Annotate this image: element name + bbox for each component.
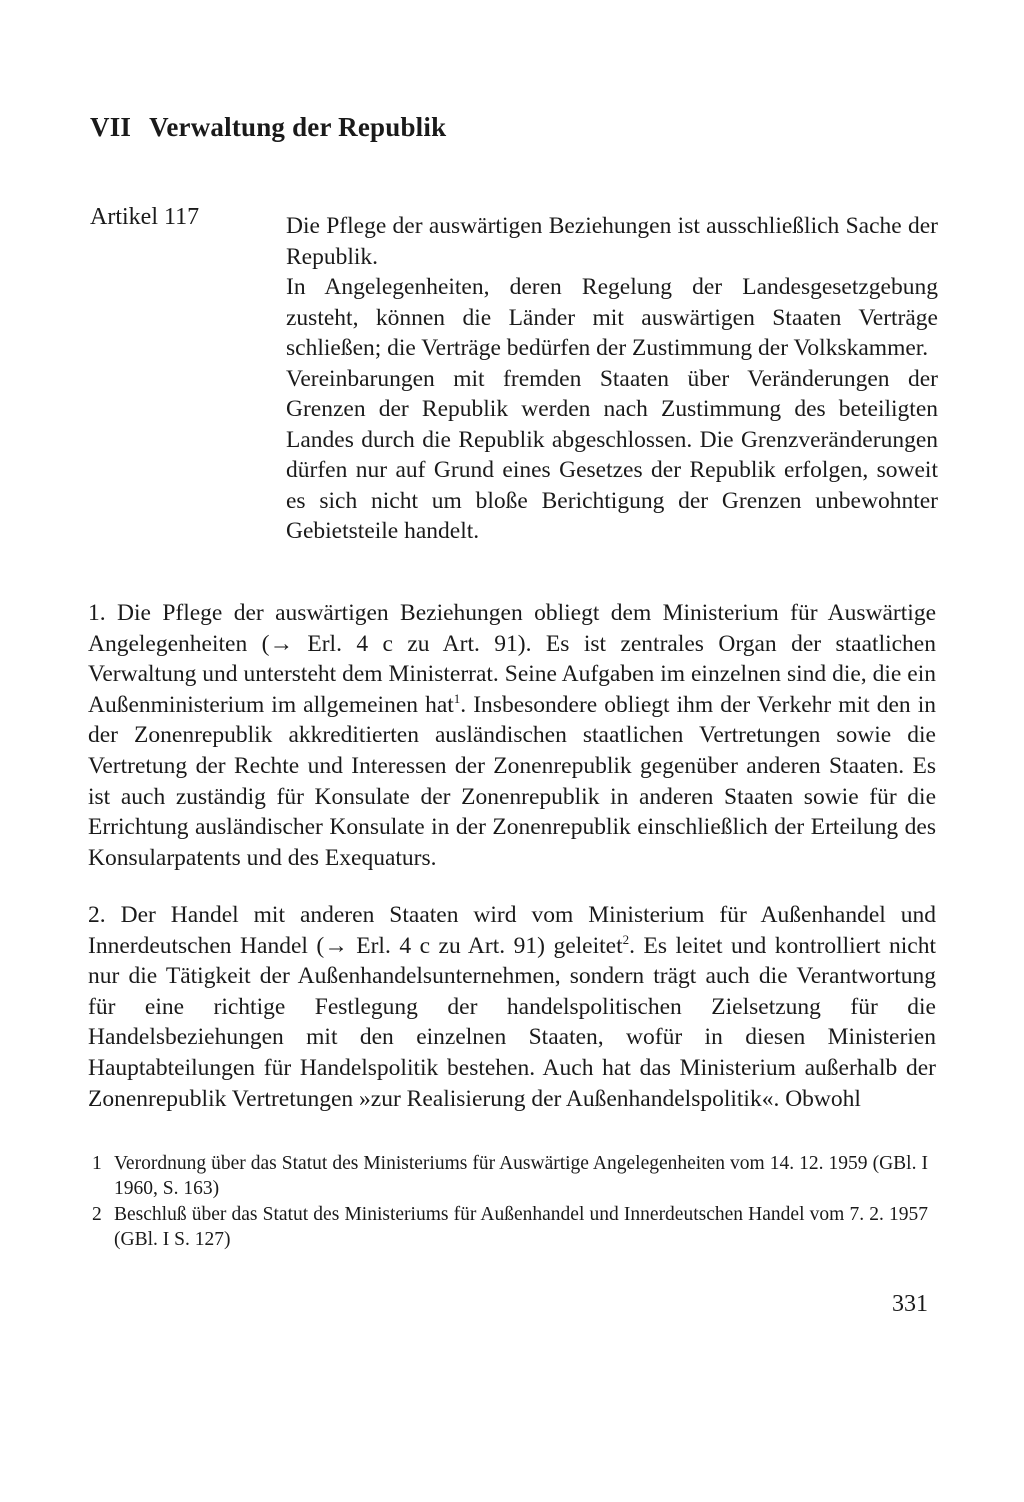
commentary-text: 1. Die Pflege der auswärtigen Beziehungen obliegt dem Ministerium für Auswärtige Angelegenheiten (→ Erl. 4 c zu Art. 91). Es ist zentrales Organ der staatlichen Verwaltung und untersteht dem Ministerrat. Seine Aufgaben im einzelnen sind die, die ein Außenministerium im allgemeinen hat [88, 600, 936, 718]
footnote-text: Beschluß über das Statut des Ministeriums für Außenhandel und Innerdeutschen Handel vom 7. 2. 1957 (GBl. I S. 127) [114, 1204, 928, 1250]
footnote-reference: 1 [453, 690, 461, 706]
commentary-text: 2. Der Handel mit anderen Staaten wird vom Ministerium für Außenhandel und Innerdeutschen Handel (→ Erl. 4 c zu Art. 91) geleitet [88, 902, 936, 959]
chapter-title: Verwaltung der Republik [149, 112, 447, 142]
footnotes [92, 1152, 928, 1254]
footnote-number: 2 [92, 1204, 102, 1225]
article-text [286, 211, 938, 547]
footnote-text: Verordnung über das Statut des Ministeriums für Auswärtige Angelegenheiten vom 14. 12. 1959 (GBl. I 1960, S. 163) [114, 1153, 928, 1199]
footnote [92, 1152, 928, 1201]
article-label: Artikel 117 [90, 204, 200, 230]
footnote-reference: 2 [622, 931, 630, 947]
commentary-paragraph-1 [88, 598, 936, 873]
page-number: 331 [892, 1291, 928, 1317]
chapter-heading [90, 112, 446, 143]
footnote [92, 1203, 928, 1252]
chapter-number: VII [90, 112, 132, 142]
commentary-text: . Insbesondere obliegt ihm der Verkehr mit den in der Zonenrepublik akkreditierten ausländischen staatlichen Vertretungen sowie die Vertretung der Rechte und Interessen der Zonenrepublik gegenüber anderen Staaten. Es ist auch zuständig für Konsulate der Zonenrepublik in anderen Staaten sowie für die Errichtung ausländischer Konsulate in der Zonenrepublik einschließlich der Erteilung des Konsularpatents und des Exequaturs. [88, 691, 936, 871]
article-paragraph: Die Pflege der auswärtigen Beziehungen ist ausschließlich Sache der Republik. [286, 213, 938, 270]
article-paragraph: In Angelegenheiten, deren Regelung der Landesgesetzgebung zusteht, können die Länder mit auswärtigen Staaten Verträge schließen; die Verträge bedürfen der Zustimmung der Volkskammer. [286, 274, 938, 361]
commentary-paragraph-2 [88, 900, 936, 1114]
footnote-number: 1 [92, 1153, 102, 1174]
article-paragraph: Vereinbarungen mit fremden Staaten über Veränderungen der Grenzen der Republik werden nach Zustimmung des beteiligten Landes durch die Republik abgeschlossen. Die Grenzveränderungen dürfen nur auf Grund eines Gesetzes der Republik erfolgen, soweit es sich nicht um bloße Berichtigung der Grenzen unbewohnter Gebietsteile handelt. [286, 365, 938, 544]
commentary-text: . Es leitet und kontrolliert nicht nur die Tätigkeit der Außenhandelsunternehmen, sondern trägt auch die Verantwortung für eine richtige Festlegung der handelspolitischen Zielsetzung für die Handelsbeziehungen mit den einzelnen Staaten, wofür in diesen Ministerien Hauptabteilungen für Handelspolitik bestehen. Auch hat das Ministerium außerhalb der Zonenrepublik Vertretungen »zur Realisierung der Außenhandelspolitik«. Obwohl [88, 932, 936, 1112]
